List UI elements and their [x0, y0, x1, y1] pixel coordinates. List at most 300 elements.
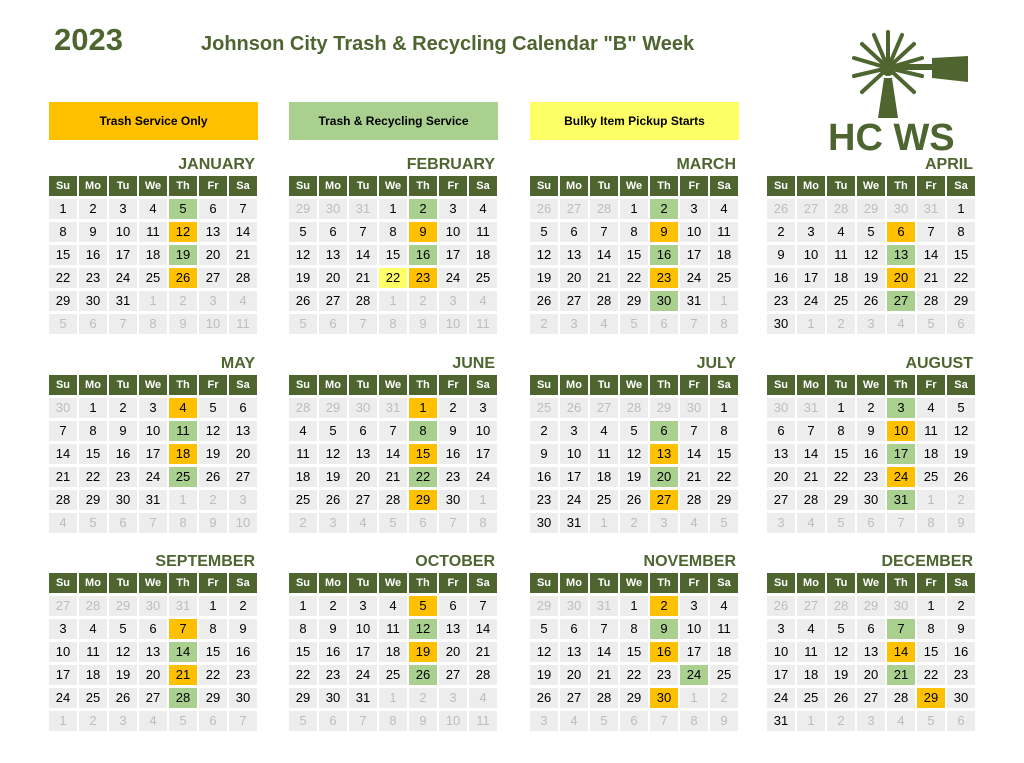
day-cell: 13 — [199, 222, 227, 242]
weekday-header: Mo — [560, 573, 588, 593]
day-cell: 29 — [49, 291, 77, 311]
day-cell: 6 — [767, 421, 795, 441]
weekday-header: Fr — [439, 375, 467, 395]
day-cell-adjacent-month: 5 — [620, 314, 648, 334]
day-cell-adjacent-month: 30 — [349, 398, 377, 418]
day-cell: 10 — [349, 619, 377, 639]
day-cell-adjacent-month: 4 — [349, 513, 377, 533]
day-cell: 15 — [289, 642, 317, 662]
weekday-header: Sa — [229, 176, 257, 196]
month-grid — [289, 176, 497, 334]
month-name: DECEMBER — [881, 553, 973, 570]
day-cell: 9 — [79, 222, 107, 242]
day-cell: 25 — [139, 268, 167, 288]
day-cell: 13 — [229, 421, 257, 441]
day-cell: 12 — [109, 642, 137, 662]
day-cell: 4 — [469, 199, 497, 219]
day-cell-adjacent-month: 2 — [827, 711, 855, 731]
day-cell: 15 — [710, 444, 738, 464]
day-cell: 15 — [409, 444, 437, 464]
day-cell: 24 — [767, 688, 795, 708]
day-cell: 4 — [710, 199, 738, 219]
weekday-header: We — [379, 176, 407, 196]
day-cell: 1 — [620, 596, 648, 616]
day-cell: 30 — [319, 688, 347, 708]
svg-text:HC WS: HC WS — [828, 117, 955, 152]
month-april — [767, 154, 975, 334]
day-cell-adjacent-month: 11 — [469, 314, 497, 334]
calendar-year: 2023 — [54, 22, 123, 57]
weekday-header: Th — [650, 375, 678, 395]
day-cell: 9 — [409, 222, 437, 242]
day-cell: 7 — [349, 222, 377, 242]
day-cell: 26 — [827, 688, 855, 708]
day-cell: 8 — [49, 222, 77, 242]
weekday-header: Mo — [79, 375, 107, 395]
day-cell-adjacent-month: 25 — [530, 398, 558, 418]
day-cell: 3 — [469, 398, 497, 418]
day-cell: 21 — [379, 467, 407, 487]
day-cell: 8 — [827, 421, 855, 441]
day-cell: 5 — [530, 619, 558, 639]
day-cell: 31 — [560, 513, 588, 533]
day-cell: 29 — [947, 291, 975, 311]
weekday-header: Tu — [109, 176, 137, 196]
day-cell-adjacent-month: 28 — [590, 199, 618, 219]
day-cell: 4 — [139, 199, 167, 219]
day-cell-adjacent-month: 5 — [710, 513, 738, 533]
day-cell: 11 — [917, 421, 945, 441]
day-cell: 1 — [917, 596, 945, 616]
day-cell: 25 — [710, 268, 738, 288]
day-cell-adjacent-month: 6 — [857, 513, 885, 533]
day-cell-adjacent-month: 1 — [469, 490, 497, 510]
day-cell: 23 — [109, 467, 137, 487]
day-cell: 29 — [79, 490, 107, 510]
day-cell: 20 — [319, 268, 347, 288]
day-cell: 21 — [169, 665, 197, 685]
day-cell: 16 — [947, 642, 975, 662]
day-cell: 2 — [857, 398, 885, 418]
day-cell: 8 — [620, 222, 648, 242]
day-cell: 8 — [289, 619, 317, 639]
weekday-header: Fr — [199, 375, 227, 395]
month-name: AUGUST — [905, 355, 973, 372]
day-cell: 7 — [590, 619, 618, 639]
day-cell: 11 — [79, 642, 107, 662]
day-cell-adjacent-month: 8 — [379, 314, 407, 334]
day-cell: 8 — [199, 619, 227, 639]
day-cell: 28 — [349, 291, 377, 311]
weekday-header: Th — [887, 573, 915, 593]
day-cell-adjacent-month: 5 — [590, 711, 618, 731]
day-cell: 19 — [530, 268, 558, 288]
day-cell: 25 — [590, 490, 618, 510]
day-cell: 30 — [530, 513, 558, 533]
day-cell-adjacent-month: 5 — [917, 711, 945, 731]
day-cell: 16 — [79, 245, 107, 265]
day-cell: 13 — [319, 245, 347, 265]
day-cell: 14 — [379, 444, 407, 464]
day-cell: 28 — [590, 291, 618, 311]
weekday-header: Su — [767, 375, 795, 395]
hcws-logo — [828, 26, 972, 152]
day-cell-adjacent-month: 5 — [49, 314, 77, 334]
day-cell: 30 — [767, 314, 795, 334]
day-cell-adjacent-month: 1 — [680, 688, 708, 708]
day-cell: 23 — [79, 268, 107, 288]
day-cell: 28 — [590, 688, 618, 708]
day-cell-adjacent-month: 1 — [797, 711, 825, 731]
day-cell: 23 — [409, 268, 437, 288]
day-cell: 6 — [560, 222, 588, 242]
day-cell: 15 — [79, 444, 107, 464]
day-cell: 17 — [139, 444, 167, 464]
day-cell: 11 — [797, 642, 825, 662]
day-cell: 5 — [289, 222, 317, 242]
day-cell: 16 — [409, 245, 437, 265]
day-cell: 17 — [439, 245, 467, 265]
weekday-header: Th — [887, 176, 915, 196]
weekday-header: Sa — [710, 573, 738, 593]
day-cell: 14 — [887, 642, 915, 662]
day-cell: 22 — [49, 268, 77, 288]
day-cell: 4 — [289, 421, 317, 441]
month-name: JANUARY — [178, 156, 255, 173]
day-cell: 26 — [109, 688, 137, 708]
weekday-header: Su — [530, 176, 558, 196]
day-cell: 10 — [680, 222, 708, 242]
day-cell: 1 — [289, 596, 317, 616]
weekday-header: Sa — [229, 573, 257, 593]
weekday-header: Mo — [319, 375, 347, 395]
day-cell: 10 — [109, 222, 137, 242]
day-cell-adjacent-month: 30 — [680, 398, 708, 418]
day-cell-adjacent-month: 6 — [947, 314, 975, 334]
weekday-header: Tu — [590, 176, 618, 196]
day-cell: 22 — [289, 665, 317, 685]
day-cell: 8 — [79, 421, 107, 441]
day-cell-adjacent-month: 7 — [349, 711, 377, 731]
weekday-header: Sa — [947, 375, 975, 395]
weekday-header: We — [620, 375, 648, 395]
weekday-header: Mo — [560, 375, 588, 395]
day-cell: 6 — [319, 222, 347, 242]
month-may — [49, 353, 257, 533]
day-cell: 20 — [349, 467, 377, 487]
day-cell: 14 — [349, 245, 377, 265]
day-cell-adjacent-month: 1 — [710, 291, 738, 311]
day-cell-adjacent-month: 2 — [169, 291, 197, 311]
day-cell-adjacent-month: 4 — [887, 314, 915, 334]
day-cell: 11 — [289, 444, 317, 464]
day-cell-adjacent-month: 3 — [857, 314, 885, 334]
month-grid — [530, 573, 738, 731]
day-cell: 6 — [857, 619, 885, 639]
day-cell: 23 — [767, 291, 795, 311]
day-cell: 17 — [767, 665, 795, 685]
weekday-header: Su — [49, 573, 77, 593]
weekday-header: Th — [409, 573, 437, 593]
weekday-header: Su — [289, 375, 317, 395]
day-cell-adjacent-month: 30 — [560, 596, 588, 616]
day-cell-adjacent-month: 29 — [109, 596, 137, 616]
day-cell-adjacent-month: 9 — [409, 711, 437, 731]
day-cell: 22 — [710, 467, 738, 487]
day-cell-adjacent-month: 9 — [710, 711, 738, 731]
weekday-header: We — [620, 573, 648, 593]
day-cell-adjacent-month: 30 — [887, 596, 915, 616]
day-cell-adjacent-month: 3 — [439, 688, 467, 708]
day-cell-adjacent-month: 31 — [797, 398, 825, 418]
day-cell: 14 — [590, 245, 618, 265]
day-cell: 31 — [887, 490, 915, 510]
weekday-header: Su — [289, 573, 317, 593]
month-name: NOVEMBER — [643, 553, 736, 570]
day-cell: 27 — [199, 268, 227, 288]
month-name: FEBRUARY — [406, 156, 495, 173]
legend-trash-only — [49, 102, 258, 140]
day-cell: 17 — [680, 245, 708, 265]
month-name: SEPTEMBER — [155, 553, 255, 570]
day-cell-adjacent-month: 8 — [139, 314, 167, 334]
day-cell: 22 — [827, 467, 855, 487]
day-cell: 20 — [439, 642, 467, 662]
day-cell: 28 — [49, 490, 77, 510]
day-cell-adjacent-month: 29 — [289, 199, 317, 219]
day-cell: 16 — [857, 444, 885, 464]
day-cell: 2 — [439, 398, 467, 418]
day-cell: 7 — [229, 199, 257, 219]
weekday-header: Su — [49, 375, 77, 395]
day-cell: 10 — [139, 421, 167, 441]
day-cell: 21 — [680, 467, 708, 487]
day-cell: 10 — [887, 421, 915, 441]
day-cell: 14 — [229, 222, 257, 242]
day-cell: 10 — [797, 245, 825, 265]
weekday-header: Fr — [439, 176, 467, 196]
day-cell-adjacent-month: 9 — [169, 314, 197, 334]
day-cell: 7 — [887, 619, 915, 639]
month-september — [49, 551, 257, 731]
day-cell: 19 — [199, 444, 227, 464]
day-cell-adjacent-month: 29 — [857, 199, 885, 219]
day-cell: 25 — [917, 467, 945, 487]
weekday-header: Fr — [680, 176, 708, 196]
day-cell: 24 — [560, 490, 588, 510]
day-cell: 19 — [409, 642, 437, 662]
day-cell: 25 — [379, 665, 407, 685]
day-cell-adjacent-month: 5 — [379, 513, 407, 533]
day-cell: 2 — [650, 199, 678, 219]
month-november — [530, 551, 738, 731]
day-cell-adjacent-month: 7 — [349, 314, 377, 334]
day-cell: 24 — [469, 467, 497, 487]
day-cell: 31 — [109, 291, 137, 311]
day-cell-adjacent-month: 4 — [560, 711, 588, 731]
day-cell: 13 — [650, 444, 678, 464]
day-cell: 4 — [710, 596, 738, 616]
day-cell-adjacent-month: 26 — [767, 596, 795, 616]
day-cell-adjacent-month: 4 — [469, 688, 497, 708]
day-cell: 24 — [109, 268, 137, 288]
day-cell: 7 — [169, 619, 197, 639]
day-cell-adjacent-month: 4 — [590, 314, 618, 334]
day-cell: 26 — [530, 291, 558, 311]
day-cell-adjacent-month: 8 — [379, 711, 407, 731]
day-cell-adjacent-month: 4 — [229, 291, 257, 311]
day-cell: 20 — [887, 268, 915, 288]
day-cell: 19 — [109, 665, 137, 685]
day-cell-adjacent-month: 10 — [439, 711, 467, 731]
day-cell: 9 — [530, 444, 558, 464]
weekday-header: Th — [650, 573, 678, 593]
day-cell-adjacent-month: 28 — [79, 596, 107, 616]
day-cell: 5 — [530, 222, 558, 242]
day-cell: 22 — [620, 665, 648, 685]
weekday-header: Su — [49, 176, 77, 196]
day-cell: 24 — [680, 268, 708, 288]
day-cell: 23 — [650, 665, 678, 685]
day-cell: 19 — [947, 444, 975, 464]
weekday-header: Th — [409, 375, 437, 395]
day-cell: 13 — [857, 642, 885, 662]
day-cell-adjacent-month: 31 — [169, 596, 197, 616]
day-cell-adjacent-month: 2 — [409, 291, 437, 311]
day-cell-adjacent-month: 7 — [680, 314, 708, 334]
weekday-header: Th — [409, 176, 437, 196]
day-cell: 16 — [767, 268, 795, 288]
day-cell-adjacent-month: 27 — [49, 596, 77, 616]
day-cell: 16 — [650, 245, 678, 265]
day-cell: 12 — [620, 444, 648, 464]
day-cell-adjacent-month: 30 — [887, 199, 915, 219]
day-cell: 24 — [349, 665, 377, 685]
day-cell: 12 — [947, 421, 975, 441]
day-cell-adjacent-month: 27 — [590, 398, 618, 418]
day-cell: 26 — [530, 688, 558, 708]
weekday-header: Tu — [109, 573, 137, 593]
day-cell: 16 — [650, 642, 678, 662]
day-cell-adjacent-month: 30 — [139, 596, 167, 616]
day-cell: 21 — [590, 665, 618, 685]
day-cell: 20 — [650, 467, 678, 487]
day-cell: 15 — [49, 245, 77, 265]
weekday-header: We — [379, 375, 407, 395]
day-cell-adjacent-month: 5 — [289, 711, 317, 731]
day-cell-adjacent-month: 7 — [109, 314, 137, 334]
day-cell: 3 — [49, 619, 77, 639]
day-cell-adjacent-month: 4 — [469, 291, 497, 311]
day-cell-adjacent-month: 9 — [409, 314, 437, 334]
day-cell-adjacent-month: 3 — [319, 513, 347, 533]
day-cell-adjacent-month: 6 — [409, 513, 437, 533]
day-cell: 5 — [199, 398, 227, 418]
day-cell: 30 — [650, 291, 678, 311]
day-cell: 18 — [139, 245, 167, 265]
day-cell: 21 — [590, 268, 618, 288]
day-cell: 17 — [797, 268, 825, 288]
day-cell-adjacent-month: 3 — [229, 490, 257, 510]
day-cell: 9 — [319, 619, 347, 639]
day-cell-adjacent-month: 3 — [767, 513, 795, 533]
day-cell: 1 — [199, 596, 227, 616]
weekday-header: Fr — [917, 176, 945, 196]
day-cell-adjacent-month: 8 — [917, 513, 945, 533]
month-june — [289, 353, 497, 533]
weekday-header: Fr — [680, 375, 708, 395]
day-cell: 27 — [139, 688, 167, 708]
day-cell: 23 — [650, 268, 678, 288]
day-cell-adjacent-month: 4 — [797, 513, 825, 533]
day-cell: 18 — [710, 245, 738, 265]
day-cell: 8 — [710, 421, 738, 441]
day-cell: 17 — [469, 444, 497, 464]
month-name: OCTOBER — [415, 553, 495, 570]
day-cell: 16 — [530, 467, 558, 487]
day-cell: 7 — [379, 421, 407, 441]
weekday-header: Tu — [590, 375, 618, 395]
weekday-header: Su — [289, 176, 317, 196]
weekday-header: Fr — [917, 573, 945, 593]
day-cell-adjacent-month: 6 — [79, 314, 107, 334]
day-cell: 12 — [319, 444, 347, 464]
legend-trash-recycling — [289, 102, 498, 140]
month-grid — [767, 176, 975, 334]
day-cell-adjacent-month: 2 — [530, 314, 558, 334]
day-cell: 9 — [947, 619, 975, 639]
day-cell-adjacent-month: 5 — [289, 314, 317, 334]
day-cell-adjacent-month: 7 — [439, 513, 467, 533]
day-cell: 27 — [650, 490, 678, 510]
day-cell: 11 — [827, 245, 855, 265]
day-cell: 21 — [917, 268, 945, 288]
day-cell: 8 — [620, 619, 648, 639]
month-august — [767, 353, 975, 533]
day-cell: 9 — [650, 222, 678, 242]
day-cell: 1 — [827, 398, 855, 418]
day-cell: 3 — [797, 222, 825, 242]
legend-bulky-item — [530, 102, 739, 140]
day-cell: 30 — [857, 490, 885, 510]
day-cell: 2 — [79, 199, 107, 219]
day-cell: 20 — [560, 665, 588, 685]
day-cell: 26 — [409, 665, 437, 685]
day-cell: 12 — [199, 421, 227, 441]
day-cell: 13 — [887, 245, 915, 265]
day-cell: 22 — [199, 665, 227, 685]
day-cell-adjacent-month: 3 — [560, 314, 588, 334]
day-cell: 28 — [229, 268, 257, 288]
weekday-header: Su — [767, 176, 795, 196]
day-cell: 23 — [439, 467, 467, 487]
day-cell: 27 — [887, 291, 915, 311]
windmill-icon — [828, 32, 968, 152]
day-cell: 27 — [857, 688, 885, 708]
weekday-header: Tu — [349, 573, 377, 593]
month-february — [289, 154, 497, 334]
day-cell: 3 — [109, 199, 137, 219]
day-cell: 31 — [349, 688, 377, 708]
day-cell: 13 — [560, 245, 588, 265]
day-cell: 28 — [169, 688, 197, 708]
day-cell: 21 — [887, 665, 915, 685]
month-grid — [530, 375, 738, 533]
day-cell: 28 — [887, 688, 915, 708]
day-cell: 6 — [139, 619, 167, 639]
day-cell: 4 — [590, 421, 618, 441]
day-cell: 5 — [827, 619, 855, 639]
